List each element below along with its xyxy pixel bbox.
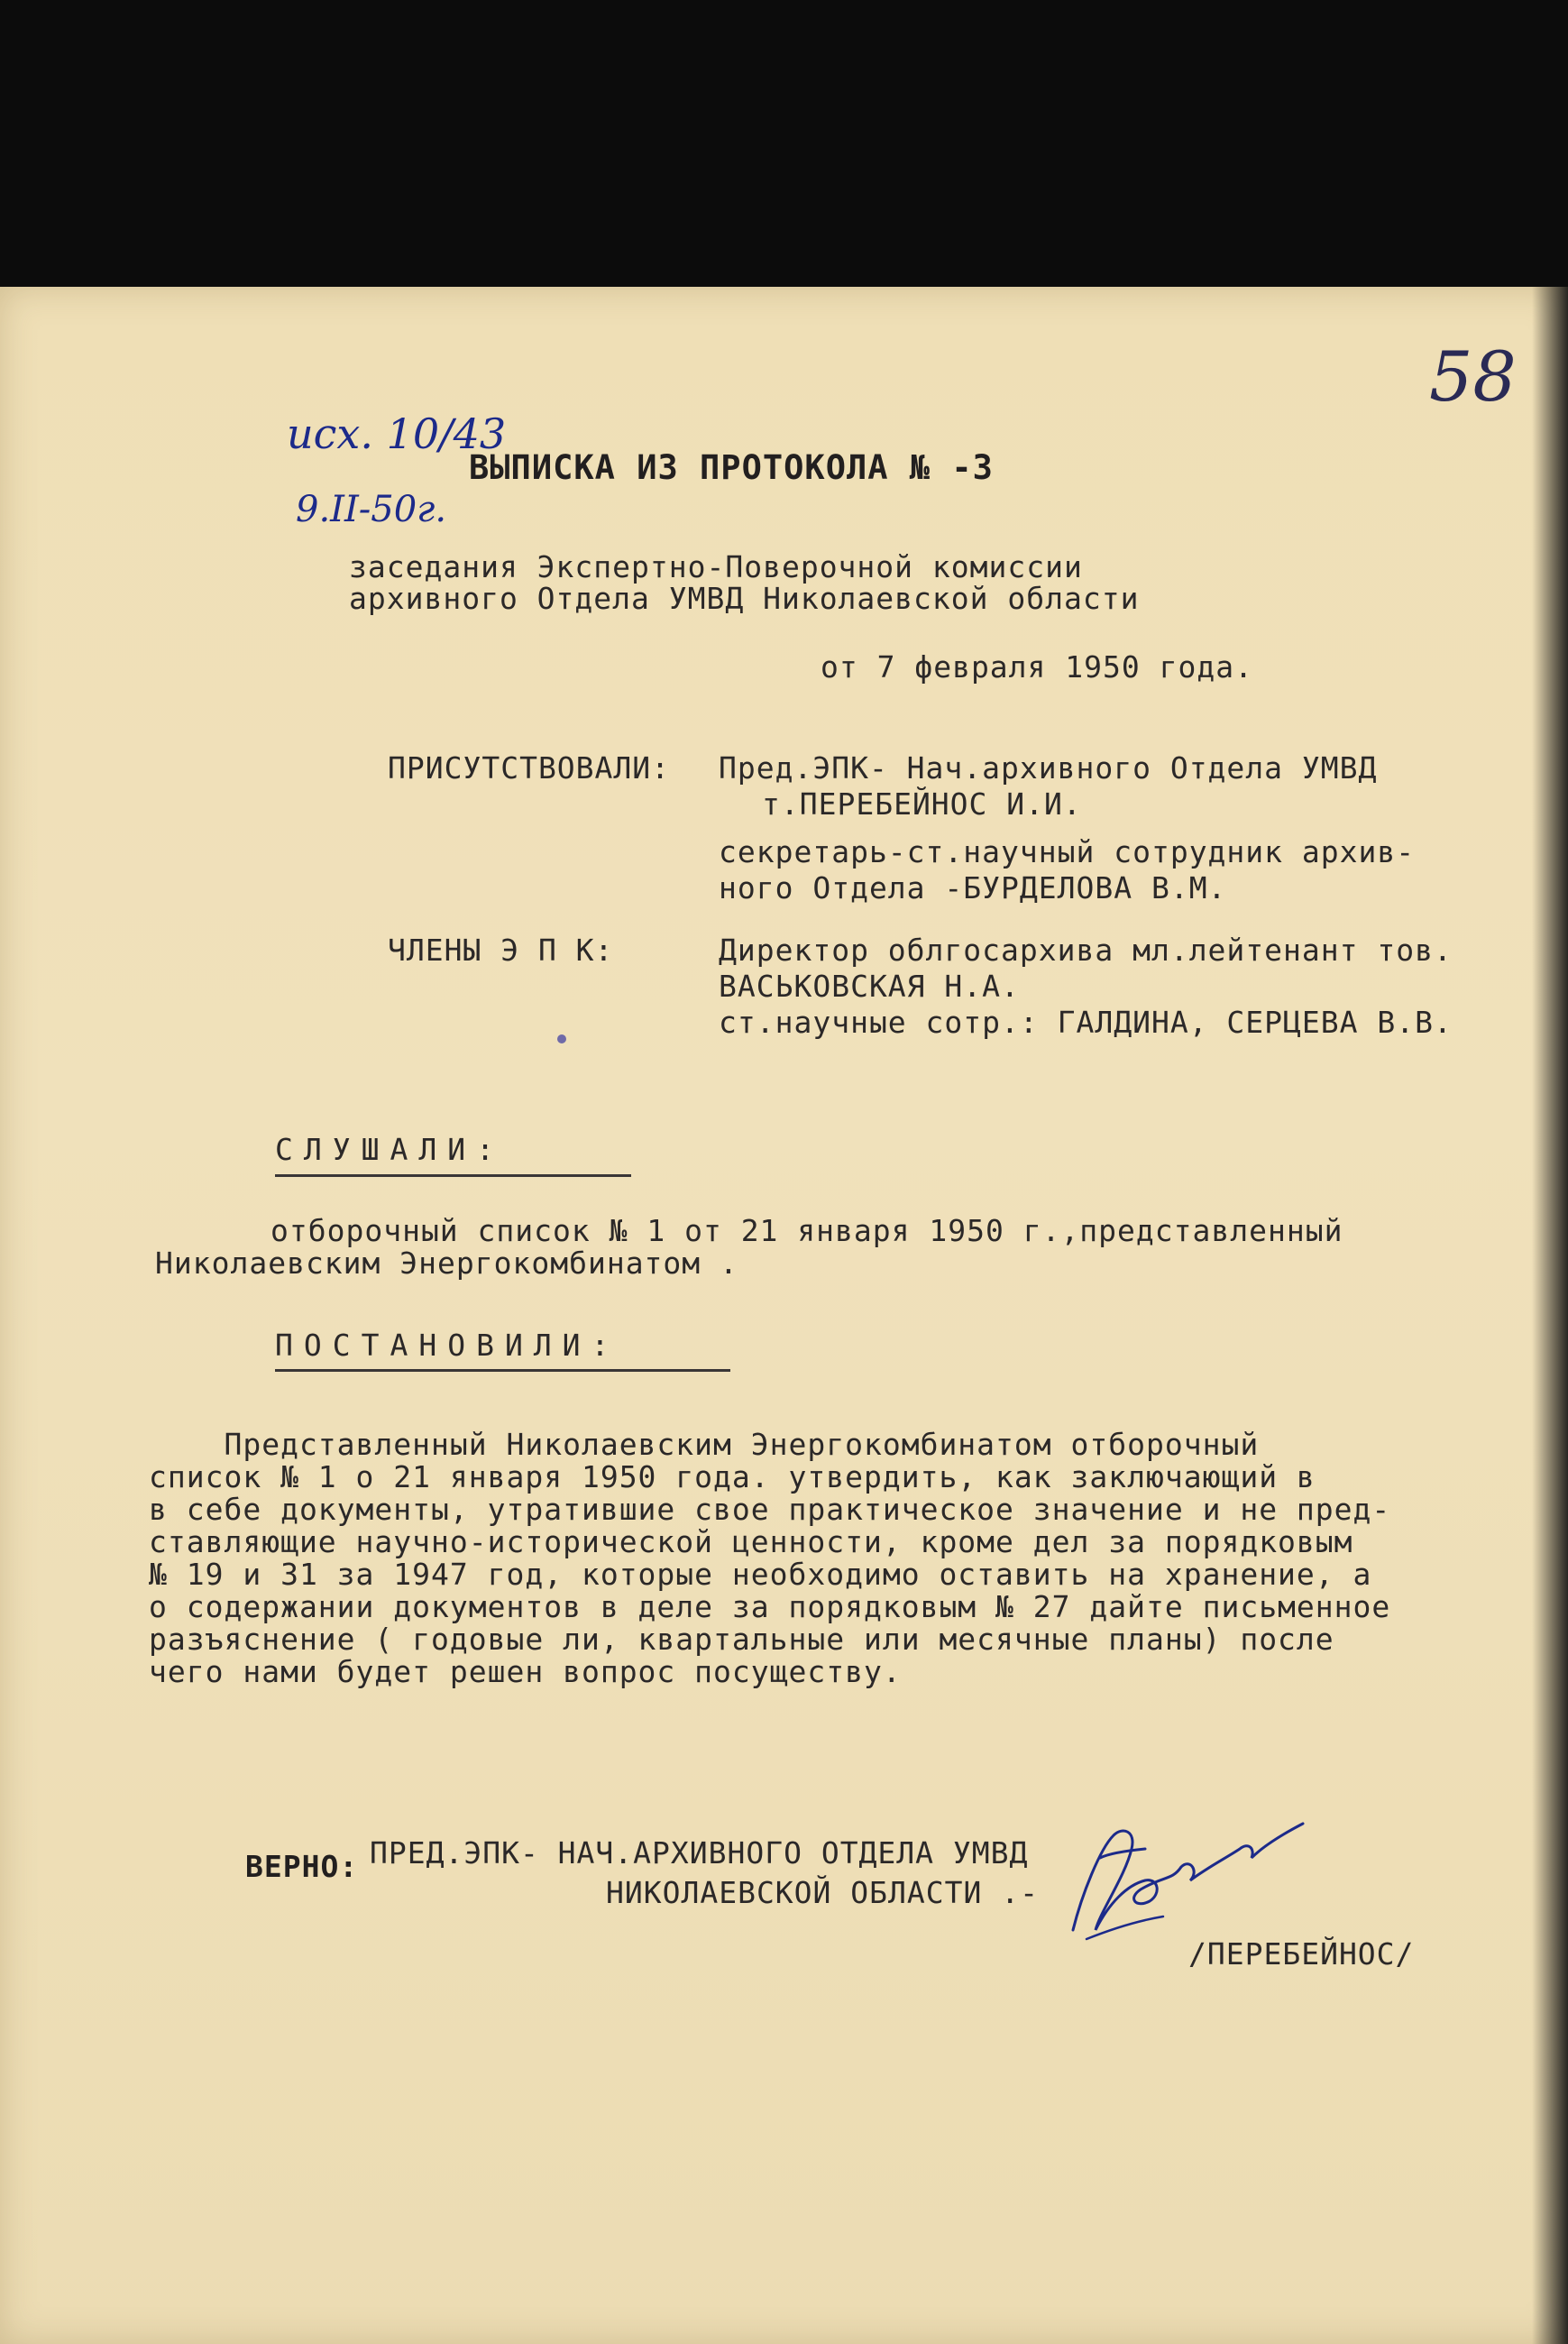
document-title: ВЫПИСКА ИЗ ПРОТОКОЛА № -3 xyxy=(469,448,994,487)
document-date: от 7 февраля 1950 года. xyxy=(821,649,1253,685)
resolved-line: разъяснение ( годовые ли, квартальные или месячные планы) после xyxy=(149,1622,1334,1657)
secretary-line1: секретарь-ст.научный сотрудник архив- xyxy=(719,834,1416,869)
handwritten-ref-number: исх. 10/43 xyxy=(287,409,507,458)
resolved-line: Представленный Николаевским Энергокомбинатом отборочный xyxy=(149,1427,1260,1462)
resolved-line: в себе документы, утратившие свое практическое значение и не пред- xyxy=(149,1492,1391,1527)
resolved-label-underline xyxy=(275,1369,730,1372)
members-line2: ВАСЬКОВСКАЯ Н.А. xyxy=(719,969,1020,1004)
certified-line1: ПРЕД.ЭПК- НАЧ.АРХИВНОГО ОТДЕЛА УМВД xyxy=(370,1835,1029,1871)
members-line3: ст.научные сотр.: ГАЛДИНА, СЕРЦЕВА В.В. xyxy=(719,1005,1453,1040)
resolved-line: список № 1 о 21 января 1950 года. утвердить, как заключающий в xyxy=(149,1459,1316,1494)
handwritten-page-number: 58 xyxy=(1429,336,1517,417)
paper-shadow-edge xyxy=(1532,287,1568,2344)
present-label: ПРИСУТСТВОВАЛИ: xyxy=(388,750,671,786)
heard-label-underline xyxy=(275,1174,631,1177)
heard-label: СЛУШАЛИ: xyxy=(275,1132,505,1167)
resolved-line: о содержании документов в деле за порядковым № 27 дайте письменное xyxy=(149,1589,1391,1624)
chair-line1: Пред.ЭПК- Нач.архивного Отдела УМВД xyxy=(719,750,1378,786)
document-subtitle-line2: архивного Отдела УМВД Николаевской области xyxy=(349,581,1140,616)
handwritten-signature xyxy=(1046,1795,1316,1975)
ink-dot xyxy=(557,1034,566,1043)
members-label: ЧЛЕНЫ Э П К: xyxy=(388,933,614,968)
resolved-line: чего нами будет решен вопрос посуществу. xyxy=(149,1654,902,1689)
secretary-line2: ного Отдела -БУРДЕЛОВА В.М. xyxy=(719,870,1227,905)
handwritten-ref-date: 9.II-50г. xyxy=(296,489,447,530)
document-subtitle-line1: заседания Экспертно-Поверочной комиссии xyxy=(349,549,1083,584)
certified-name: /ПЕРЕБЕЙНОС/ xyxy=(1188,1936,1415,1972)
heard-line2: Николаевским Энергокомбинатом . xyxy=(155,1246,738,1281)
certified-line2: НИКОЛАЕВСКОЙ ОБЛАСТИ .- xyxy=(606,1875,1039,1910)
resolved-line: ставляющие научно-исторической ценности, кроме дел за порядковым xyxy=(149,1524,1353,1559)
resolved-label: ПОСТАНОВИЛИ: xyxy=(275,1328,620,1363)
chair-line2: т.ПЕРЕБЕЙНОС И.И. xyxy=(762,786,1082,822)
resolved-line: № 19 и 31 за 1947 год, которые необходимо оставить на хранение, а xyxy=(149,1557,1372,1592)
heard-line1: отборочный список № 1 от 21 января 1950 г.,представленный xyxy=(271,1213,1343,1248)
members-line1: Директор облгосархива мл.лейтенант тов. xyxy=(719,933,1453,968)
certified-label: ВЕРНО: xyxy=(245,1849,359,1884)
